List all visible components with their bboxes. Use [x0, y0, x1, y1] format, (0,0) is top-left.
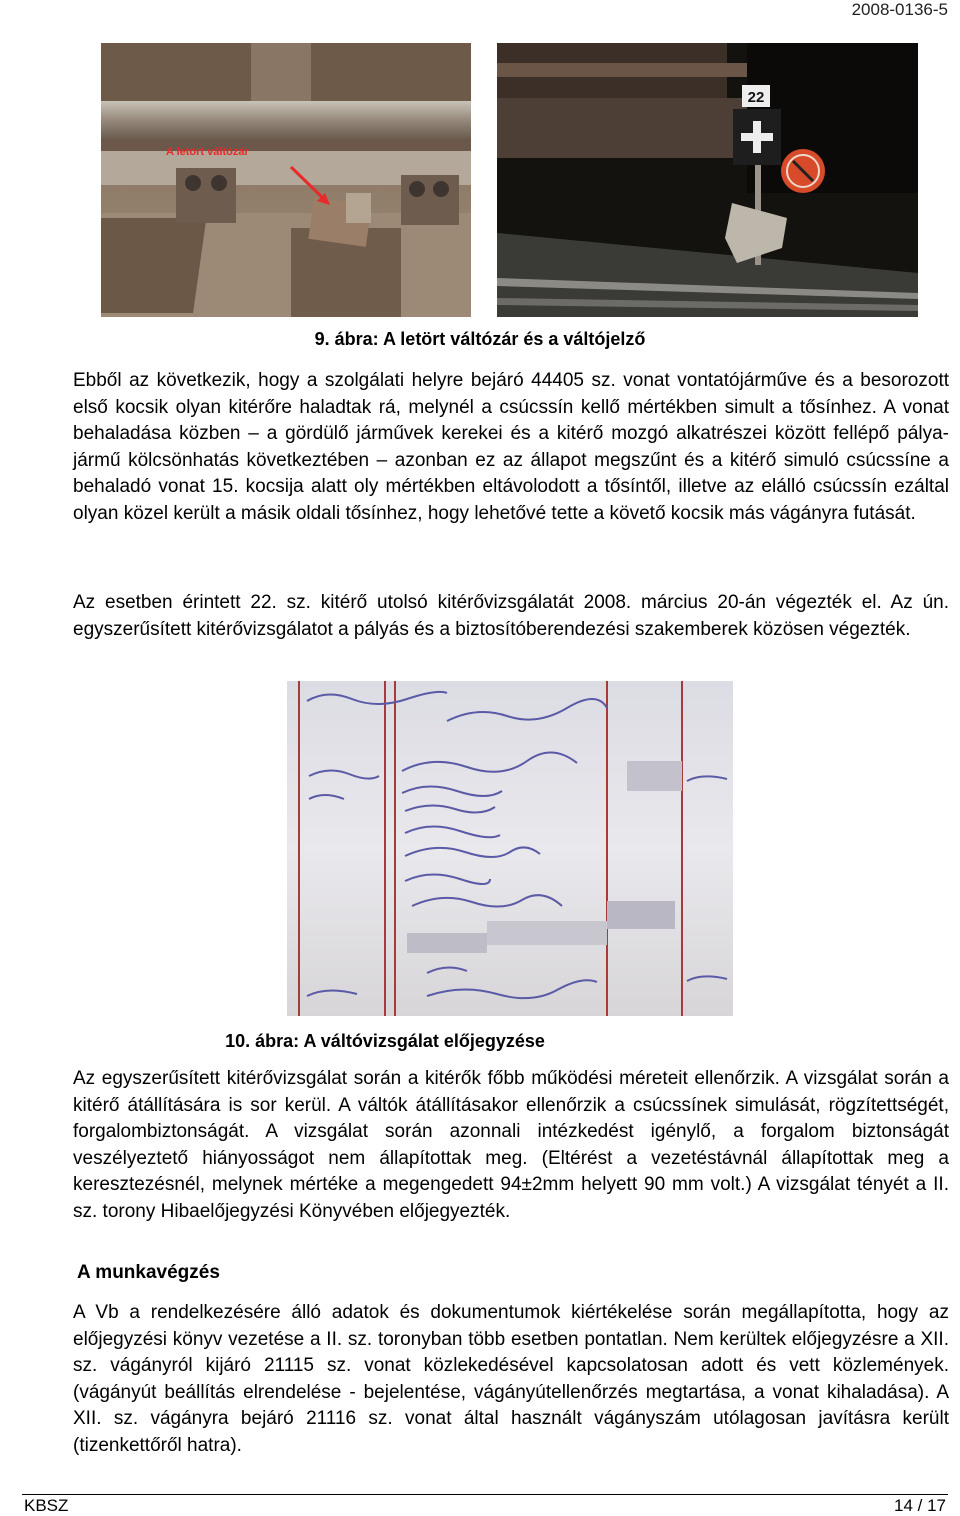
broken-switch-lock-photo — [101, 43, 471, 317]
figure-9-caption: 9. ábra: A letört váltózár és a váltójelző — [314, 329, 646, 349]
switch-indicator-photo — [497, 43, 918, 317]
footer-organization: KBSZ — [24, 1496, 69, 1515]
paragraph-simplified-inspection: Az egyszerűsített kitérővizsgálat során a kitérők főbb működési méreteit ellenőrzik. A vizsgálat során a kitérő átállítására is sor kerül. A váltók átállításakor ellenőrzik a csúcssínek simulását, rögzítettségét, forgalombiztonságát. A vizsgálat során azonnali intézkedést igénylő, a forgalom biztonságát veszélyeztető hiányosságot nem állapítottak meg. (Eltérést a vezetéstávnál állapítottak meg a keresztezésnél, melynek mértéke a megengedett 94±2mm helyett 90 mm volt.) A vizsgálat tényét a II. sz. torony Hibaelőjegyzési Könyvében előjegyezték. — [73, 1068, 949, 1222]
document-id: 2008-0136-5 — [851, 0, 948, 19]
paragraph-last-inspection: Az esetben érintett 22. sz. kitérő utolsó kitérővizsgálatát 2008. március 20-án végezték el. Az ún. egyszerűsített kitérővizsgálatot a pályás és a biztosítóberendezési szakemberek közösen végezték. — [73, 592, 949, 640]
footer-divider — [22, 1494, 948, 1495]
broken-lock-label: A letört váltózár — [166, 146, 249, 158]
paragraph-work-findings: A Vb a rendelkezésére álló adatok és dokumentumok kiértékelése során megállapította, hogy az előjegyzési könyv vezetése a II. sz. toronyban több esetben pontatlan. Nem kerültek előjegyzésre a XII. sz. vágányról kijáró 21115 sz. vonat közlekedésével kapcsolatosan adott és vett közlemények. (vágányút beállítás elrendelése - bejelentése, vágányútellenőrzés megtartása, a vonat kihaladása). A XII. sz. vágányra bejáró 21116 sz. vonat által használt vágányszám utólagosan javításra került (tizenkettőről hatra). — [73, 1302, 949, 1456]
switch-number-plate: 22 — [747, 89, 765, 106]
inspection-log-photo — [287, 681, 733, 1016]
footer-page-number: 14 / 17 — [894, 1496, 946, 1515]
section-heading-work: A munkavégzés — [77, 1262, 220, 1283]
figure-10-caption: 10. ábra: A váltóvizsgálat előjegyzése — [225, 1031, 545, 1051]
paragraph-derailment-cause: Ebből az következik, hogy a szolgálati helyre bejáró 44405 sz. vonat vontatójárműve és a besorozott első kocsik olyan kitérőre haladtak rá, melynél a csúcssín kellő mértékben simult a tősínhez. A vonat behaladása közben – a gördülő járművek kerekei és a kitérő mozgó alkatrészei között fellépő pálya-jármű kölcsönhatás következtében – azonban ez az állapot megszűnt és a kitérő simuló csúcssíne a behaladó vonat 15. kocsija alatt oly mértékben eltávolodott a tősíntől, illetve az elálló csúcssín ezáltal olyan közel került a másik oldali tősínhez, hogy lehetővé tette a követő kocsik más vágányra futását. — [73, 370, 949, 524]
